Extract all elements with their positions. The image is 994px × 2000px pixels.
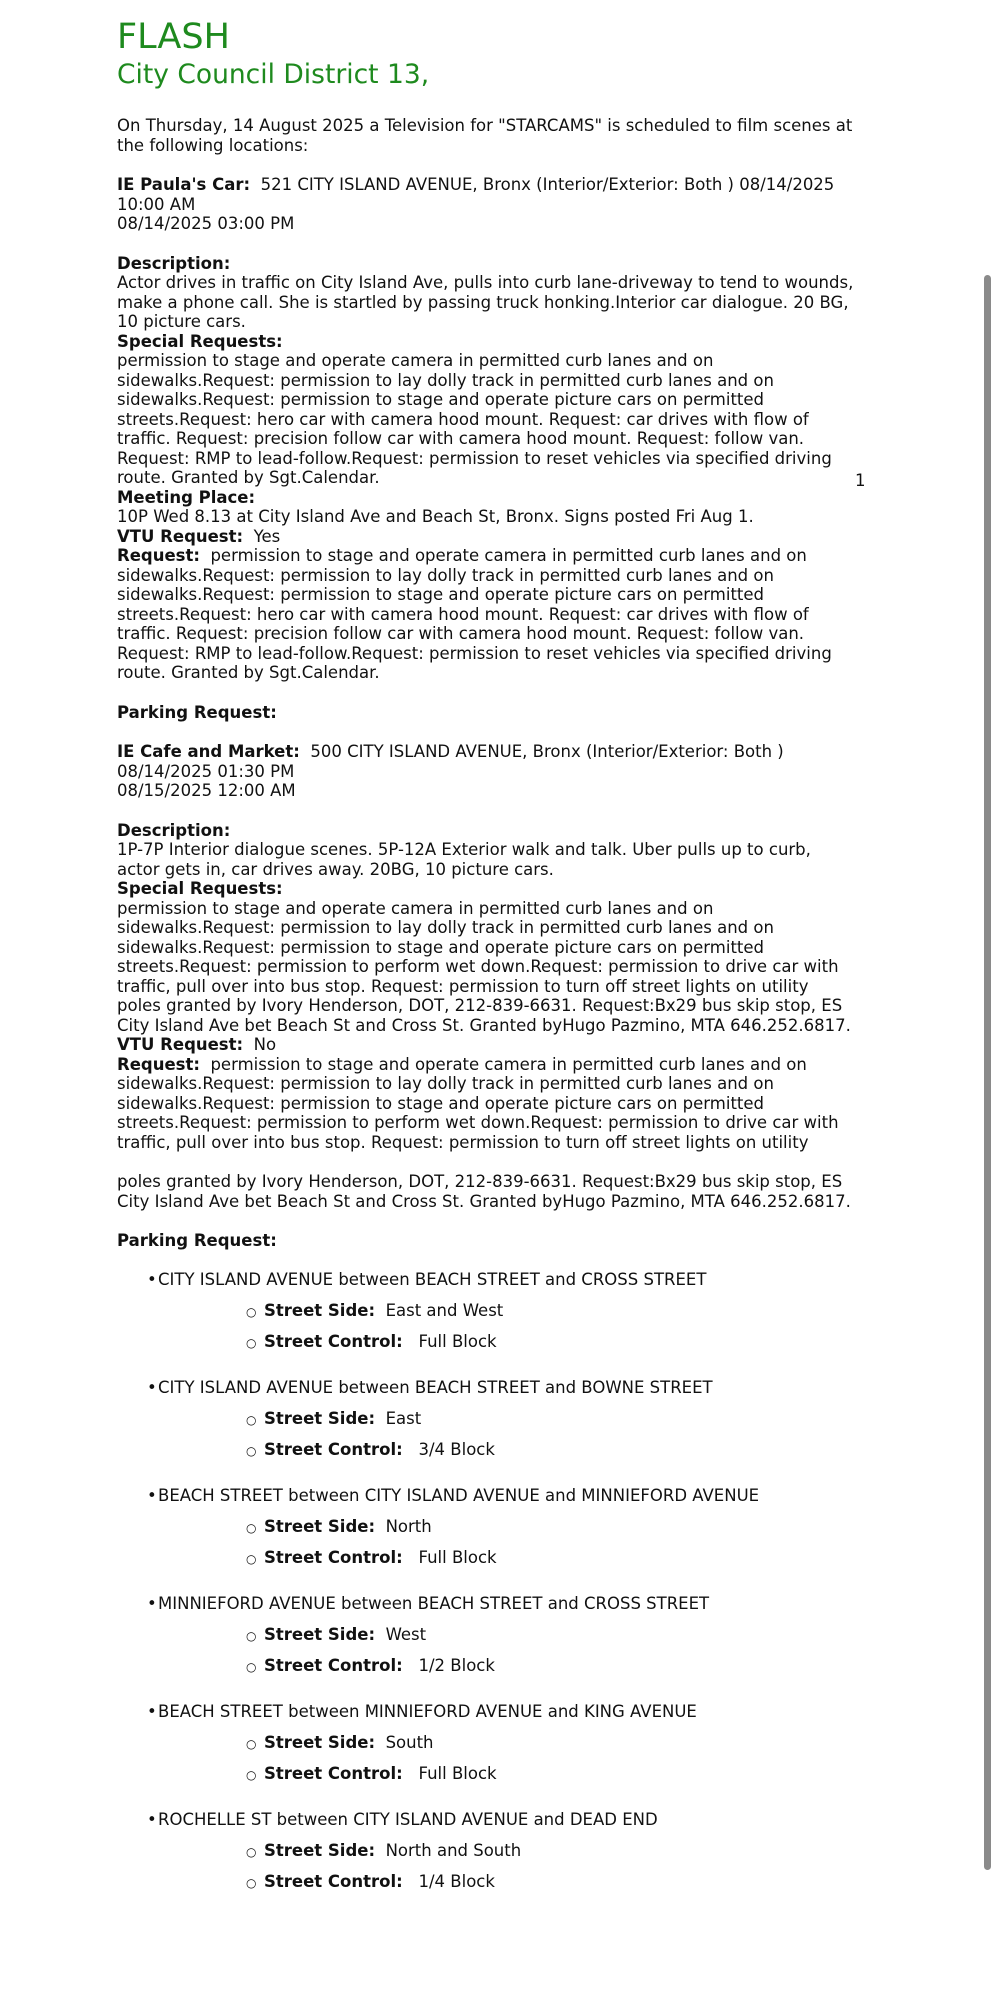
street-control-label: Street Control:	[264, 1331, 403, 1351]
street-side-value: West	[385, 1624, 427, 1644]
street-side-label: Street Side:	[264, 1732, 376, 1752]
parking-list	[117, 1270, 857, 1892]
street-side-value: East and West	[385, 1300, 504, 1320]
vtu-request-label: VTU Request:	[117, 1035, 244, 1054]
location-header	[117, 742, 857, 762]
list-item	[117, 1270, 857, 1352]
street-control-value: 1/4 Block	[418, 1871, 495, 1891]
description-text: 1P-7P Interior dialogue scenes. 5P-12A Exterior walk and talk. Uber pulls up to curb, actor gets in, car drives away. 20BG, 10 picture cars.	[117, 840, 811, 879]
description-text: Actor drives in traffic on City Island Ave, pulls into curb lane-driveway to tend to wounds, make a phone call. She is startled by passing truck honking.Interior car dialogue. 20 BG, 10 picture cars.	[117, 273, 854, 331]
parking-street: • CITY ISLAND AVENUE between BEACH STREET and BOWNE STREET	[158, 1377, 713, 1397]
street-side-item	[158, 1841, 857, 1861]
district-title: City Council District 13,	[117, 59, 430, 90]
street-control-label: Street Control:	[264, 1547, 403, 1567]
special-requests-text: permission to stage and operate camera in permitted curb lanes and on sidewalks.Request: permission to lay dolly track in permitted curb lanes and on sidewalks.Request: permission to stage and operate picture cars on permitted streets.Request: permission to perform wet down.Request: permission to drive car with traffic, pull over into bus stop. Request: permission to turn off street lights on utility poles granted by Ivory Henderson, DOT, 212-839-6631. Request:Bx29 bus skip stop, ES City Island Ave bet Beach St and Cross St. Granted byHugo Pazmino, MTA 646.252.6817.	[117, 898, 851, 1035]
street-side-label: Street Side:	[264, 1840, 376, 1860]
parking-street: • BEACH STREET between CITY ISLAND AVENUE and MINNIEFORD AVENUE	[158, 1485, 760, 1505]
street-control-item	[158, 1656, 857, 1676]
street-control-item	[158, 1548, 857, 1568]
street-control-item	[158, 1440, 857, 1460]
street-control-item	[158, 1332, 857, 1352]
list-item	[117, 1486, 857, 1568]
list-item	[117, 1810, 857, 1892]
vtu-request-value: Yes	[253, 526, 281, 546]
location-name: IE Cafe and Market:	[117, 742, 300, 761]
street-side-item	[158, 1409, 857, 1429]
document-body	[117, 16, 857, 1918]
vtu-request-label: VTU Request:	[117, 526, 244, 546]
description-label: Description:	[117, 253, 231, 273]
street-side-value: North	[385, 1516, 432, 1536]
location-address: 521 CITY ISLAND AVENUE, Bronx (Interior/Exterior: Both ) 08/14/2025 10:00 AM	[117, 175, 835, 214]
street-side-value: South	[385, 1732, 434, 1752]
location-paulas-car	[117, 175, 857, 722]
location-address: 500 CITY ISLAND AVENUE, Bronx (Interior/Exterior: Both )	[310, 742, 784, 761]
scrollbar[interactable]	[984, 275, 991, 1870]
street-side-item	[158, 1625, 857, 1645]
intro-text: On Thursday, 14 August 2025 a Television for "STARCAMS" is scheduled to film scenes at the following locations:	[117, 116, 853, 155]
street-side-item	[158, 1517, 857, 1537]
parking-street: • CITY ISLAND AVENUE between BEACH STREET and CROSS STREET	[158, 1269, 707, 1289]
list-item	[117, 1702, 857, 1784]
location-cafe-and-market	[117, 742, 857, 1892]
street-side-label: Street Side:	[264, 1408, 376, 1428]
parking-street: • ROCHELLE ST between CITY ISLAND AVENUE and DEAD END	[158, 1809, 658, 1829]
street-control-value: Full Block	[418, 1331, 497, 1351]
request-text: permission to stage and operate camera in permitted curb lanes and on sidewalks.Request: permission to lay dolly track in permitted curb lanes and on sidewalks.Request: permission to stage and operate picture cars on permitted streets.Request: permission to perform wet down.Request: permission to drive car with traffic, pull over into bus stop. Request: permission to turn off street lights on utility	[117, 1054, 839, 1152]
parking-request-label: Parking Request:	[117, 702, 277, 722]
street-control-label: Street Control:	[264, 1871, 403, 1891]
location-end-time: 08/14/2025 03:00 PM	[117, 214, 295, 233]
street-control-value: 3/4 Block	[418, 1439, 495, 1459]
street-control-value: 1/2 Block	[418, 1655, 495, 1675]
location-header	[117, 175, 857, 214]
street-side-label: Street Side:	[264, 1300, 376, 1320]
parking-street: • MINNIEFORD AVENUE between BEACH STREET and CROSS STREET	[158, 1593, 710, 1613]
street-side-item	[158, 1301, 857, 1321]
street-control-item	[158, 1764, 857, 1784]
street-side-item	[158, 1733, 857, 1753]
special-requests-label: Special Requests:	[117, 879, 283, 898]
special-requests-text: permission to stage and operate camera in permitted curb lanes and on sidewalks.Request: permission to lay dolly track in permitted curb lanes and on sidewalks.Request: permission to stage and operate picture cars on permitted streets.Request: hero car with camera hood mount. Request: car drives with flow of traffic. Request: precision follow car with camera hood mount. Request: follow van. Request: RMP to lead-follow.Request: permission to reset vehicles via specified driving route. Granted by Sgt.Calendar.	[117, 351, 832, 487]
street-control-label: Street Control:	[264, 1439, 403, 1459]
location-start-time: 08/14/2025 01:30 PM	[117, 761, 295, 781]
description-label: Description:	[117, 820, 231, 840]
flash-title: FLASH	[117, 17, 230, 57]
street-control-value: Full Block	[418, 1763, 497, 1783]
request-text-continued: poles granted by Ivory Henderson, DOT, 212-839-6631. Request:Bx29 bus skip stop, ES City Island Ave bet Beach St and Cross St. Granted byHugo Pazmino, MTA 646.252.6817.	[117, 1172, 851, 1211]
street-control-label: Street Control:	[264, 1655, 403, 1675]
parking-request-label: Parking Request:	[117, 1231, 277, 1250]
request-label: Request:	[117, 1054, 200, 1074]
special-requests-label: Special Requests:	[117, 331, 283, 351]
street-side-label: Street Side:	[264, 1624, 376, 1644]
list-item	[117, 1378, 857, 1460]
street-control-item	[158, 1872, 857, 1892]
page-number: 1	[855, 471, 866, 490]
meeting-place-label: Meeting Place:	[117, 487, 256, 507]
list-item	[117, 1594, 857, 1676]
request-text: permission to stage and operate camera in permitted curb lanes and on sidewalks.Request: permission to lay dolly track in permitted curb lanes and on sidewalks.Request: permission to stage and operate picture cars on permitted streets.Request: hero car with camera hood mount. Request: car drives with flow of traffic. Request: precision follow car with camera hood mount. Request: follow van. Request: RMP to lead-follow.Request: permission to reset vehicles via specified driving route. Granted by Sgt.Calendar.	[117, 546, 832, 682]
street-side-value: North and South	[385, 1840, 522, 1860]
street-control-label: Street Control:	[264, 1763, 403, 1783]
parking-street: • BEACH STREET between MINNIEFORD AVENUE and KING AVENUE	[158, 1701, 697, 1721]
request-label: Request:	[117, 546, 200, 565]
location-end-time: 08/15/2025 12:00 AM	[117, 781, 296, 800]
location-name: IE Paula's Car:	[117, 175, 251, 194]
street-side-value: East	[385, 1408, 422, 1428]
meeting-place-text: 10P Wed 8.13 at City Island Ave and Beach St, Bronx. Signs posted Fri Aug 1.	[117, 507, 754, 526]
vtu-request-value: No	[253, 1035, 277, 1054]
street-control-value: Full Block	[418, 1547, 497, 1567]
street-side-label: Street Side:	[264, 1516, 376, 1536]
